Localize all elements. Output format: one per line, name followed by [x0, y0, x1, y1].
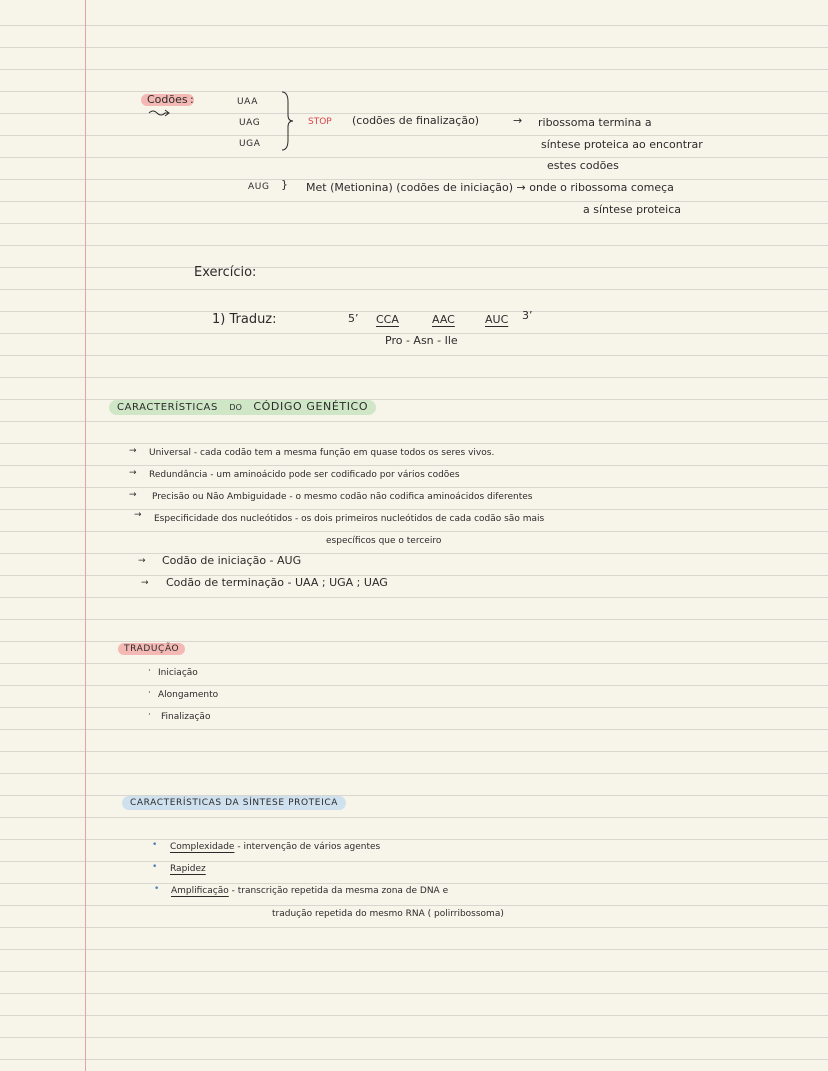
- protein-item-3-continuation: tradução repetida do mesmo RNA ( polirribossoma): [272, 909, 504, 919]
- stop-result-line-3: estes codões: [547, 159, 619, 172]
- genetic-code-arrow-6: →: [138, 556, 146, 566]
- start-description: Met (Metionina) (codões de iniciação) → onde o ribossoma começa: [306, 181, 674, 194]
- translation-item-1: Iniciação: [158, 668, 198, 678]
- start-codon: AUG: [248, 182, 270, 192]
- translation-bullet-2: ·: [148, 688, 151, 698]
- genetic-code-arrow-4: →: [134, 510, 142, 520]
- translation-title: [124, 642, 179, 656]
- protein-synthesis-title-text: CARACTERÍSTICAS DA SÍNTESE PROTEICA: [130, 798, 338, 808]
- stop-codon-1: UAA: [237, 97, 258, 107]
- protein-item-3: [171, 884, 448, 898]
- genetic-code-title-do: DO: [229, 403, 242, 412]
- protein-item-2: [170, 862, 206, 876]
- protein-term-3: Amplificação: [171, 886, 229, 896]
- genetic-code-item-1: Universal - cada codão tem a mesma função em quase todos os seres vivos.: [149, 448, 495, 458]
- right-brace-icon: [280, 90, 294, 152]
- squiggle-arrow-icon: [147, 108, 171, 118]
- stop-codon-3: UGA: [239, 139, 261, 149]
- protein-bullet-1: •: [152, 840, 158, 850]
- genetic-code-arrow-1: →: [129, 446, 137, 456]
- protein-bullet-2: •: [152, 862, 158, 872]
- protein-synthesis-title: [130, 796, 338, 810]
- genetic-code-item-3: Precisão ou Não Ambiguidade - o mesmo codão não codifica aminoácidos diferentes: [152, 492, 533, 502]
- genetic-code-item-7: Codão de terminação - UAA ; UGA ; UAG: [166, 576, 388, 589]
- protein-item-1: [170, 840, 380, 854]
- protein-term-2: Rapidez: [170, 864, 206, 874]
- genetic-code-arrow-3: →: [129, 490, 137, 500]
- translation-title-text: TRADUÇÃO: [124, 644, 180, 654]
- genetic-code-item-4: Especificidade dos nucleótidos - os dois primeiros nucleótidos de cada codão são mais: [154, 514, 545, 524]
- exercise-translation: Pro - Asn - Ile: [385, 334, 458, 347]
- exercise-codon-2: AAC: [432, 313, 455, 326]
- protein-text-1: - intervenção de vários agentes: [234, 842, 381, 852]
- translation-bullet-3: ·: [148, 710, 151, 720]
- exercise-codon-3: AUC: [485, 313, 509, 326]
- protein-bullet-3: •: [154, 884, 160, 894]
- codons-colon: :: [190, 93, 194, 106]
- stop-codon-2: UAG: [239, 118, 261, 128]
- genetic-code-item-6: Codão de iniciação - AUG: [162, 554, 302, 567]
- stop-label: STOP: [308, 117, 332, 127]
- exercise-three-prime: 3’: [522, 309, 533, 322]
- genetic-code-title-caps: CARACTERÍSTICAS: [117, 402, 218, 413]
- genetic-code-item-2: Redundância - um aminoácido pode ser codificado por vários codões: [149, 470, 460, 480]
- stop-arrow: →: [513, 114, 523, 127]
- exercise-codon-1: CCA: [376, 313, 399, 326]
- codons-heading-text: Codões: [147, 93, 188, 106]
- genetic-code-arrow-2: →: [129, 468, 137, 478]
- start-description-line-2: a síntese proteica: [583, 203, 681, 216]
- genetic-code-arrow-7: →: [141, 578, 149, 588]
- exercise-title: Exercício:: [194, 265, 257, 280]
- codons-heading: [147, 93, 188, 107]
- protein-text-3: - transcrição repetida da mesma zona de DNA e: [228, 886, 449, 896]
- translation-bullet-1: ·: [148, 666, 151, 676]
- stop-result-line-1: ribossoma termina a: [538, 116, 652, 129]
- genetic-code-item-4-continuation: específicos que o terceiro: [326, 536, 442, 546]
- start-brace: }: [281, 178, 288, 191]
- stop-description: (codões de finalização): [352, 114, 480, 127]
- exercise-item: 1) Traduz:: [212, 312, 277, 327]
- stop-result-line-2: síntese proteica ao encontrar: [541, 138, 703, 151]
- genetic-code-title-rest: CÓDIGO GENÉTICO: [253, 400, 369, 413]
- translation-item-2: Alongamento: [158, 690, 219, 700]
- translation-item-3: Finalização: [161, 712, 211, 722]
- protein-term-1: Complexidade: [170, 842, 235, 852]
- exercise-five-prime: 5’: [348, 312, 359, 325]
- notebook-margin-line: [85, 0, 86, 1071]
- genetic-code-title: [117, 400, 368, 415]
